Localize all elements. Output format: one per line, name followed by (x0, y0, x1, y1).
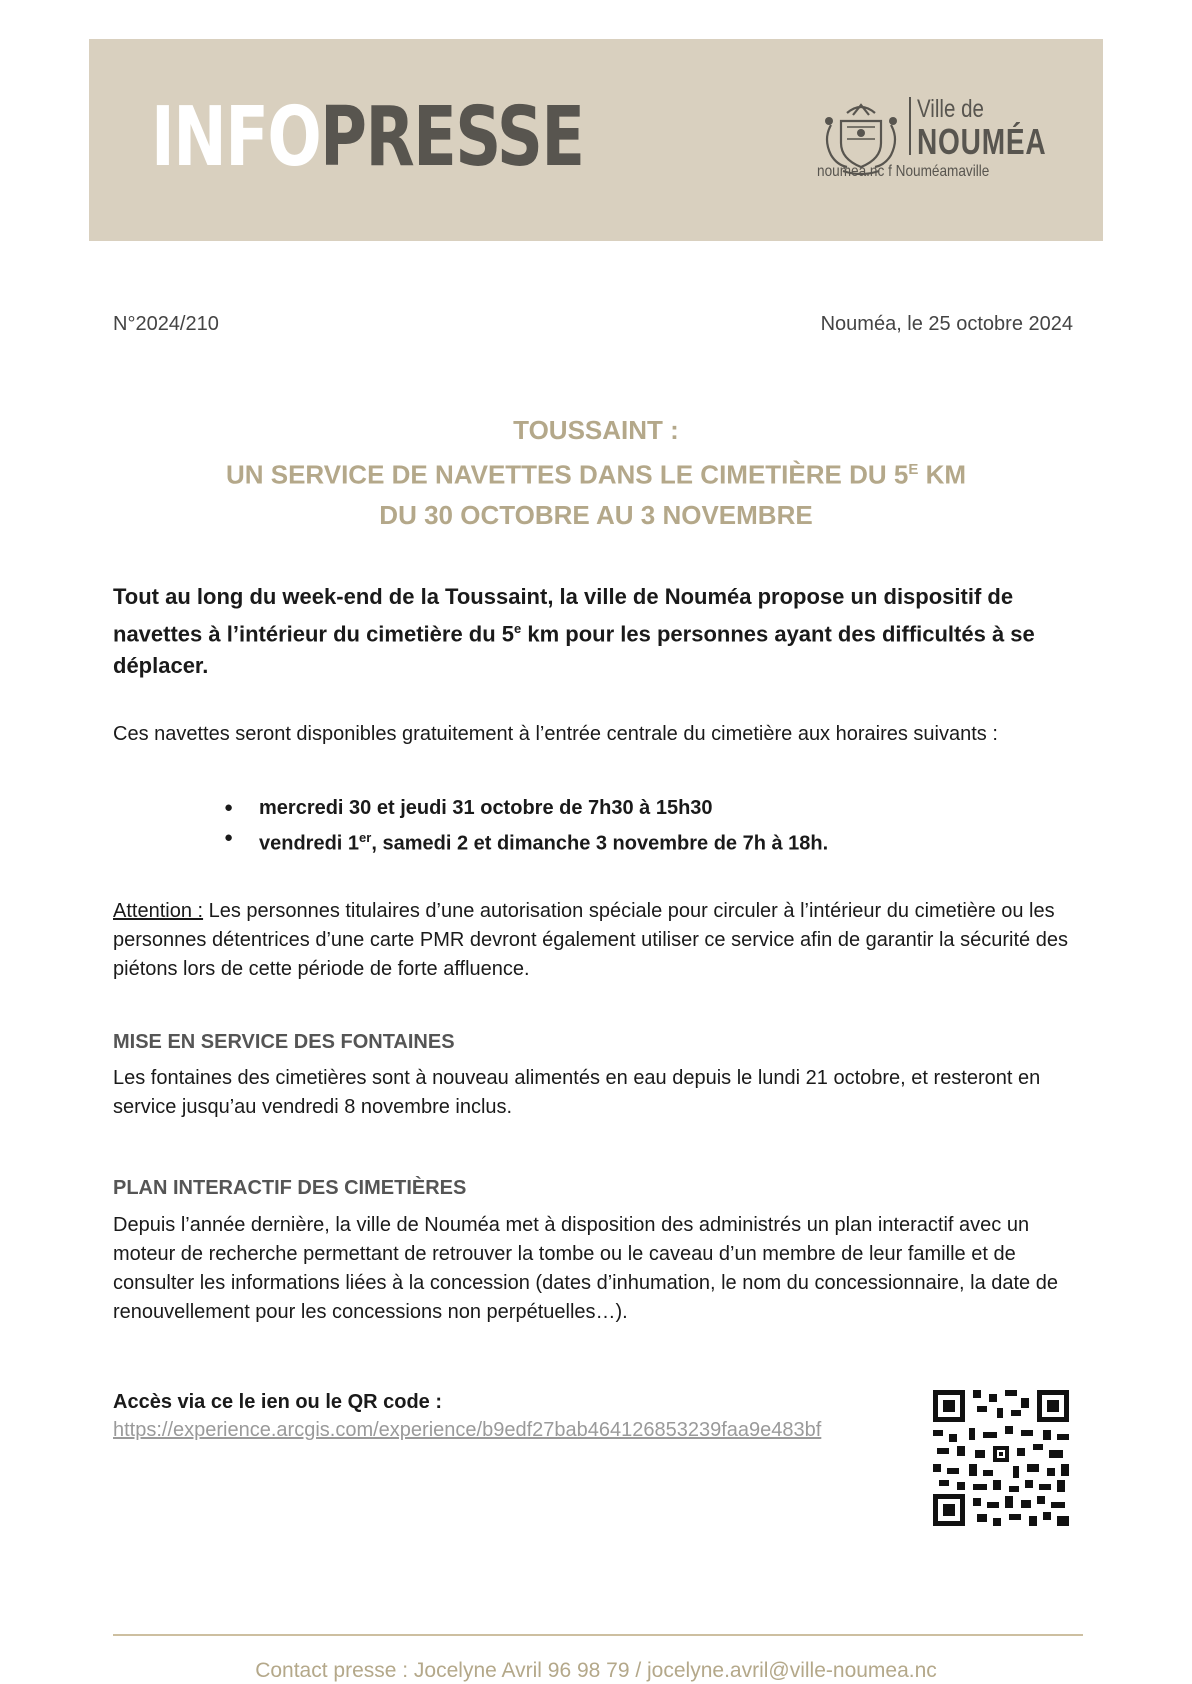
title-line-3: DU 30 OCTOBRE AU 3 NOVEMBRE (379, 499, 813, 530)
title-line-1: TOUSSAINT : (513, 415, 679, 445)
header-banner (89, 39, 1103, 241)
lead-sup: e (514, 621, 522, 636)
logo-social-links: noumea.nc f Nouméamaville (817, 163, 990, 180)
schedule-item-sup: er (359, 830, 372, 845)
brand-wordmark (151, 90, 584, 185)
logo-noumea: NOUMÉA (917, 121, 1047, 162)
plan-paragraph: Depuis l’année dernière, la ville de Nouméa met à disposition des administrés un plan interactif avec un moteur de recherche permettant de retrouver la tombe ou le caveau d’un membre de leur famille et de consulter les informations liées à la concession (dates d’inhumation, le nom du concessionnaire, la date de renouvellement pour les concessions non perpétuelles…). (113, 1214, 1058, 1323)
lead-text-1: Tout au long du week-end de la Toussaint, la ville de Nouméa propose un dispositif de navettes à l’intérieur du cimetière du 5 (113, 584, 1014, 647)
qr-code-icon[interactable] (933, 1390, 1069, 1526)
lead-text-2: km pour les personnes ayant des difficultés à se déplacer. (113, 621, 1035, 679)
logo-ville-de: Ville de (917, 95, 984, 123)
title-line-2-sup: E (908, 461, 919, 478)
schedule-item (224, 823, 828, 859)
title-line-2-text: UN SERVICE DE NAVETTES DANS LE CIMETIÈRE DU 5 (225, 459, 909, 490)
ville-logo (817, 95, 1057, 185)
title-line-2-end: KM (918, 459, 967, 490)
brand-presse: PRESSE (320, 90, 584, 185)
plan-heading: PLAN INTERACTIF DES CIMETIÈRES (113, 1177, 467, 1199)
brand-info: INFO (151, 90, 321, 185)
attention-paragraph (113, 897, 1073, 984)
access-label: Accès via ce le ien ou le QR code : (113, 1391, 443, 1413)
intro-paragraph: Ces navettes seront disponibles gratuitement à l’entrée centrale du cimetière aux horaires suivants : (113, 723, 998, 745)
fontaines-paragraph: Les fontaines des cimetières sont à nouveau alimentés en eau depuis le lundi 21 octobre, et resteront en service jusqu’au vendredi 8 novembre inclus. (113, 1067, 1041, 1118)
logo-divider (909, 97, 911, 155)
title-line-2 (89, 450, 1103, 495)
plan-link[interactable]: https://experience.arcgis.com/experience/b9edf27bab464126853239faa9e483bf (113, 1419, 822, 1441)
schedule-item-text: vendredi 1 (259, 832, 360, 855)
press-contact: Contact presse : Jocelyne Avril 96 98 79 / jocelyne.avril@ville-noumea.nc (255, 1659, 937, 1682)
schedule-list (224, 793, 828, 859)
press-release-title (89, 410, 1103, 535)
attention-text: Les personnes titulaires d’une autorisation spéciale pour circuler à l’intérieur du cimetière ou les personnes détentrices d’une carte PMR devront également utiliser ce service afin de garantir la sécurité des piétons lors de cette période de forte affluence. (113, 900, 1068, 980)
footer-divider (113, 1634, 1083, 1636)
fontaines-heading: MISE EN SERVICE DES FONTAINES (113, 1031, 455, 1053)
press-release-number: N°2024/210 (113, 313, 219, 335)
schedule-item: ● mercredi 30 et jeudi 31 octobre de 7h30 à 15h30 (224, 793, 828, 823)
press-release-date: Nouméa, le 25 octobre 2024 (820, 313, 1073, 335)
attention-label: Attention : (113, 900, 204, 922)
schedule-item-text-end: , samedi 2 et dimanche 3 novembre de 7h à 18h. (371, 832, 829, 855)
lead-paragraph (113, 581, 1073, 682)
